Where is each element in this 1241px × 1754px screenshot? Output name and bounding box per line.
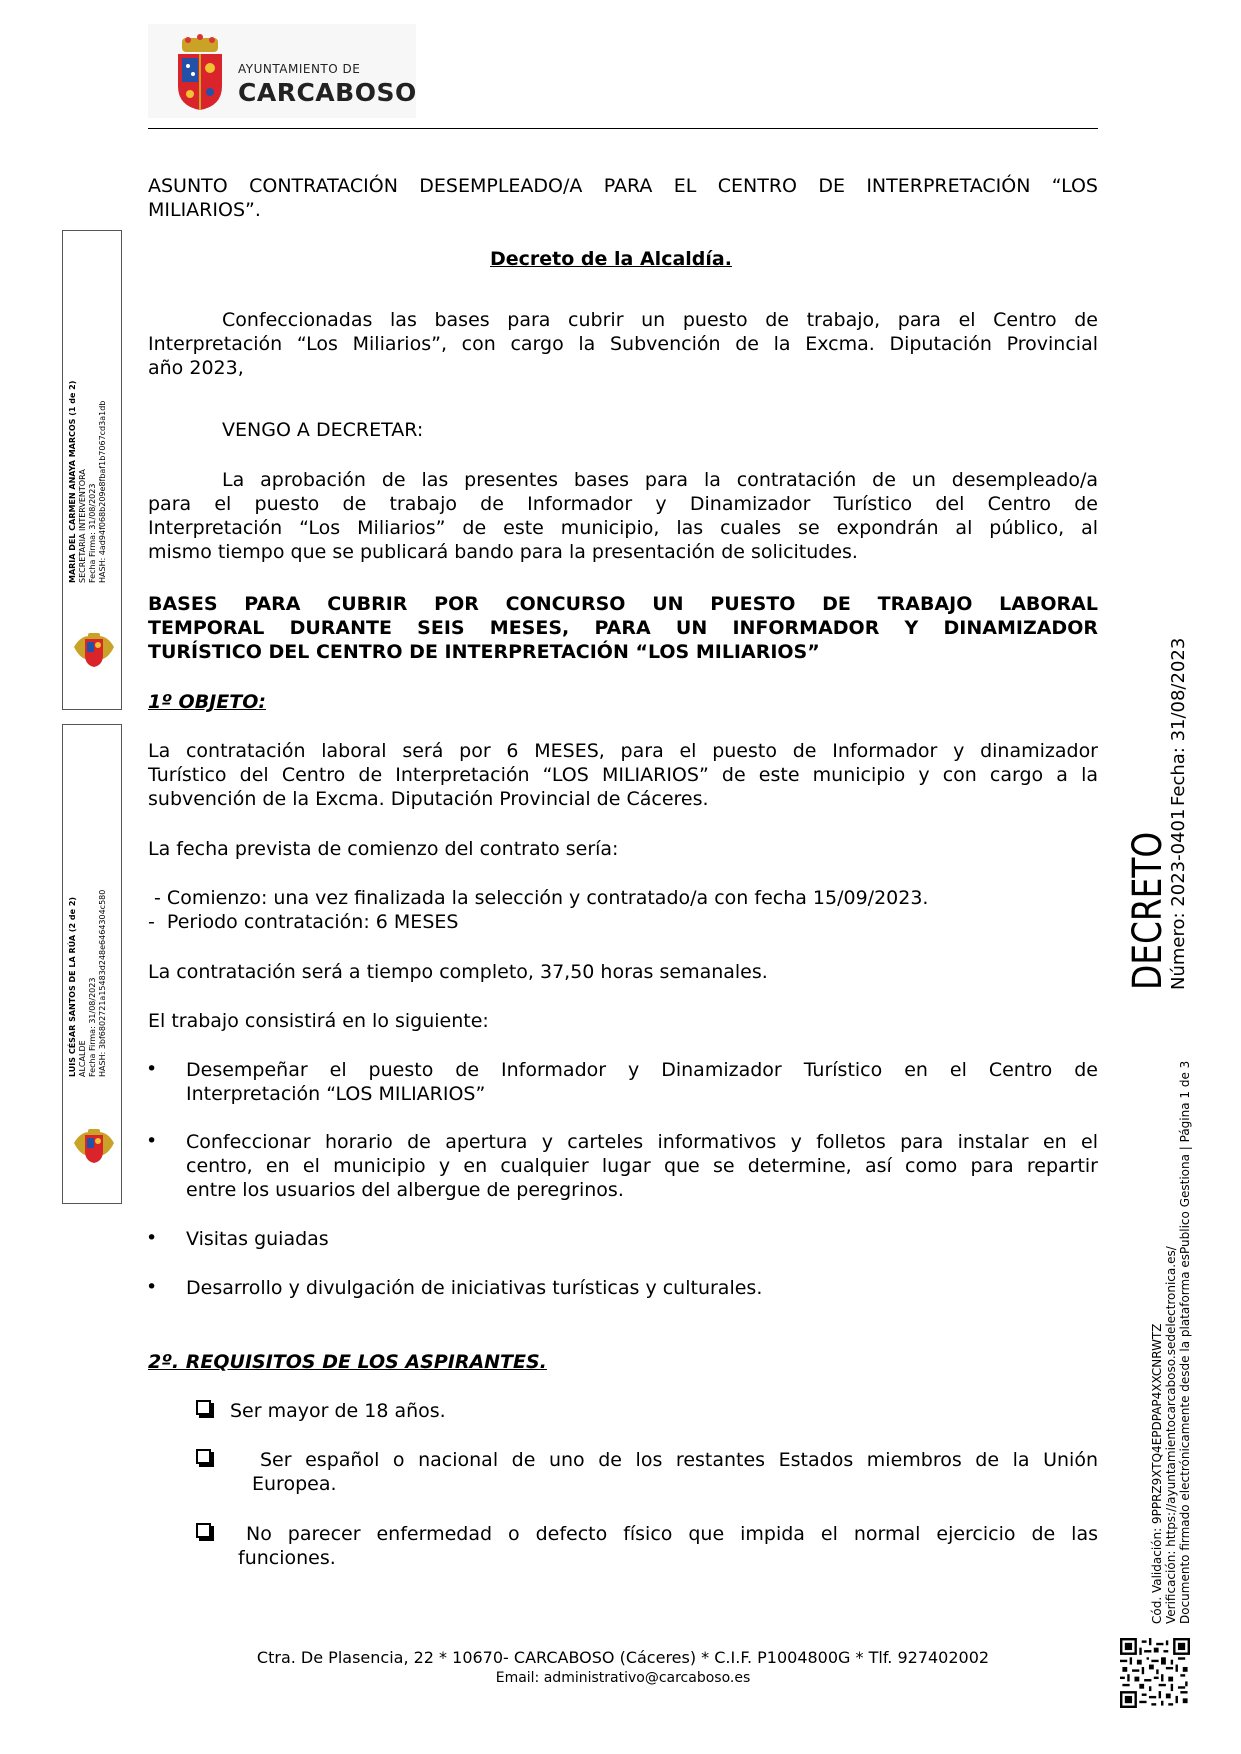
decreto-fecha: Fecha: 31/08/2023 bbox=[1168, 637, 1189, 806]
para2-line-4: mismo tiempo que se publicará bando para la presentación de solicitudes. bbox=[148, 541, 858, 563]
signer-1-name: MARIA DEL CARMEN ANAYA MARCOS (1 de 2) bbox=[68, 380, 77, 583]
signature-box-2 bbox=[62, 724, 122, 1204]
checkbox-icon bbox=[196, 1400, 211, 1415]
requisito-2-line-2: Europea. bbox=[252, 1473, 337, 1495]
fecha-prevista: La fecha prevista de comienzo del contrato sería: bbox=[148, 838, 619, 860]
bullet-marker: • bbox=[146, 1276, 158, 1298]
signature-1-seal-icon bbox=[72, 629, 116, 669]
signer-1-hash: HASH: 4ad94f068b209e8fbaf1b7067cd3a1db bbox=[98, 400, 107, 583]
para1-line-1: Confeccionadas las bases para cubrir un puesto de trabajo, para el Centro de bbox=[222, 309, 1098, 331]
objeto-line-2: Turístico del Centro de Interpretación “LOS MILIARIOS” de este municipio y con cargo a la bbox=[148, 764, 1098, 786]
documento-firmado-info: Documento firmado electrónicamente desde la plataforma esPublico Gestiona | Página 1 de 3 bbox=[1178, 1060, 1192, 1624]
bases-heading-line-1: BASES PARA CUBRIR POR CONCURSO UN PUESTO DE TRABAJO LABORAL bbox=[148, 593, 1098, 615]
para1-line-3: año 2023, bbox=[148, 357, 244, 379]
bullet-marker: • bbox=[146, 1227, 158, 1249]
verificacion-url: Verificación: https://ayuntamientocarcaboso.sedelectronica.es/ bbox=[1164, 1246, 1178, 1624]
qr-code-icon bbox=[1120, 1638, 1190, 1708]
signer-2-date: Fecha Firma: 31/08/2023 bbox=[88, 977, 97, 1077]
bullet-4: Desarrollo y divulgación de iniciativas turísticas y culturales. bbox=[186, 1277, 763, 1299]
bullet-1-line-2: Interpretación “LOS MILIARIOS” bbox=[186, 1083, 486, 1105]
signer-2-hash: HASH: 3bf6802721a15483d248e6464304c580 bbox=[98, 889, 107, 1077]
signature-2-seal-icon bbox=[72, 1125, 116, 1165]
coat-of-arms-icon bbox=[174, 34, 226, 112]
requisitos-heading: 2º. REQUISITOS DE LOS ASPIRANTES. bbox=[148, 1351, 547, 1373]
objeto-line-3: subvención de la Excma. Diputación Provincial de Cáceres. bbox=[148, 788, 709, 810]
asunto-line-2: MILIARIOS”. bbox=[148, 199, 261, 221]
decreto-title: Decreto de la Alcaldía. bbox=[490, 248, 732, 270]
vengo-a-decretar: VENGO A DECRETAR: bbox=[222, 419, 424, 441]
tiempo-completo: La contratación será a tiempo completo, 37,50 horas semanales. bbox=[148, 961, 768, 983]
signer-1-date: Fecha Firma: 31/08/2023 bbox=[88, 483, 97, 583]
para1-line-2: Interpretación “Los Miliarios”, con cargo la Subvención de la Excma. Diputación Provincial bbox=[148, 333, 1098, 355]
codigo-validacion: Cód. Validación: 9PPRZ9XTQ4EPDPAP4XXCNRWTZ bbox=[1150, 1323, 1164, 1624]
signer-2-role: ALCALDE bbox=[78, 1040, 87, 1077]
checkbox-icon bbox=[196, 1449, 211, 1464]
bullet-2-line-3: entre los usuarios del albergue de peregrinos. bbox=[186, 1179, 624, 1201]
signature-box-1 bbox=[62, 230, 122, 710]
footer-email: Email: administrativo@carcaboso.es bbox=[495, 1670, 751, 1686]
signature-2-text bbox=[68, 890, 108, 1077]
bases-heading-line-3: TURÍSTICO DEL CENTRO DE INTERPRETACIÓN “LOS MILIARIOS” bbox=[148, 641, 820, 663]
footer-address: Ctra. De Plasencia, 22 * 10670- CARCABOSO (Cáceres) * C.I.F. P1004800G * Tlf. 927402002 bbox=[256, 1648, 990, 1667]
para2-line-1: La aprobación de las presentes bases para la contratación de un desempleado/a bbox=[222, 469, 1098, 491]
bullet-marker: • bbox=[146, 1130, 158, 1152]
bullet-marker: • bbox=[146, 1058, 158, 1080]
para2-line-2: para el puesto de trabajo de Informador y Dinamizador Turístico del Centro de bbox=[148, 493, 1098, 515]
para2-line-3: Interpretación “Los Miliarios” de este municipio, las cuales se expondrán al público, al bbox=[148, 517, 1098, 539]
municipal-logo bbox=[148, 24, 416, 118]
logo-subtitle: AYUNTAMIENTO DE bbox=[238, 62, 361, 76]
bullet-2-line-1: Confeccionar horario de apertura y carteles informativos y folletos para instalar en el bbox=[186, 1131, 1098, 1153]
bullet-2-line-2: centro, en el municipio y en cualquier lugar que se determine, así como para repartir bbox=[186, 1155, 1098, 1177]
asunto-line-1: ASUNTO CONTRATACIÓN DESEMPLEADO/A PARA EL CENTRO DE INTERPRETACIÓN “LOS bbox=[148, 175, 1098, 197]
checkbox-icon bbox=[196, 1523, 211, 1538]
requisito-3-line-2: funciones. bbox=[238, 1547, 336, 1569]
decreto-numero: Número: 2023-0401 bbox=[1168, 808, 1189, 990]
decreto-stamp: DECRETO bbox=[1125, 831, 1171, 990]
logo-title: CARCABOSO bbox=[238, 78, 417, 107]
bases-heading-line-2: TEMPORAL DURANTE SEIS MESES, PARA UN INFORMADOR Y DINAMIZADOR bbox=[148, 617, 1098, 639]
signature-1-text bbox=[68, 381, 108, 583]
bullet-3: Visitas guiadas bbox=[186, 1228, 329, 1250]
objeto-heading: 1º OBJETO: bbox=[148, 691, 266, 713]
comienzo-item: - Comienzo: una vez finalizada la selección y contratado/a con fecha 15/09/2023. bbox=[148, 887, 929, 909]
objeto-line-1: La contratación laboral será por 6 MESES, para el puesto de Informador y dinamizador bbox=[148, 740, 1098, 762]
signer-1-role: SECRETARIA INTERVENTORA bbox=[78, 469, 87, 583]
requisito-2-line-1: Ser español o nacional de uno de los restantes Estados miembros de la Unión bbox=[260, 1449, 1098, 1471]
signer-2-name: LUIS CÉSAR SANTOS DE LA RÚA (2 de 2) bbox=[68, 896, 77, 1077]
bullet-1-line-1: Desempeñar el puesto de Informador y Dinamizador Turístico en el Centro de bbox=[186, 1059, 1098, 1081]
trabajo-intro: El trabajo consistirá en lo siguiente: bbox=[148, 1010, 489, 1032]
requisito-1: Ser mayor de 18 años. bbox=[230, 1400, 446, 1422]
header-divider bbox=[148, 128, 1098, 129]
requisito-3-line-1: No parecer enfermedad o defecto físico que impida el normal ejercicio de las bbox=[246, 1523, 1098, 1545]
periodo-item: - Periodo contratación: 6 MESES bbox=[148, 911, 459, 933]
